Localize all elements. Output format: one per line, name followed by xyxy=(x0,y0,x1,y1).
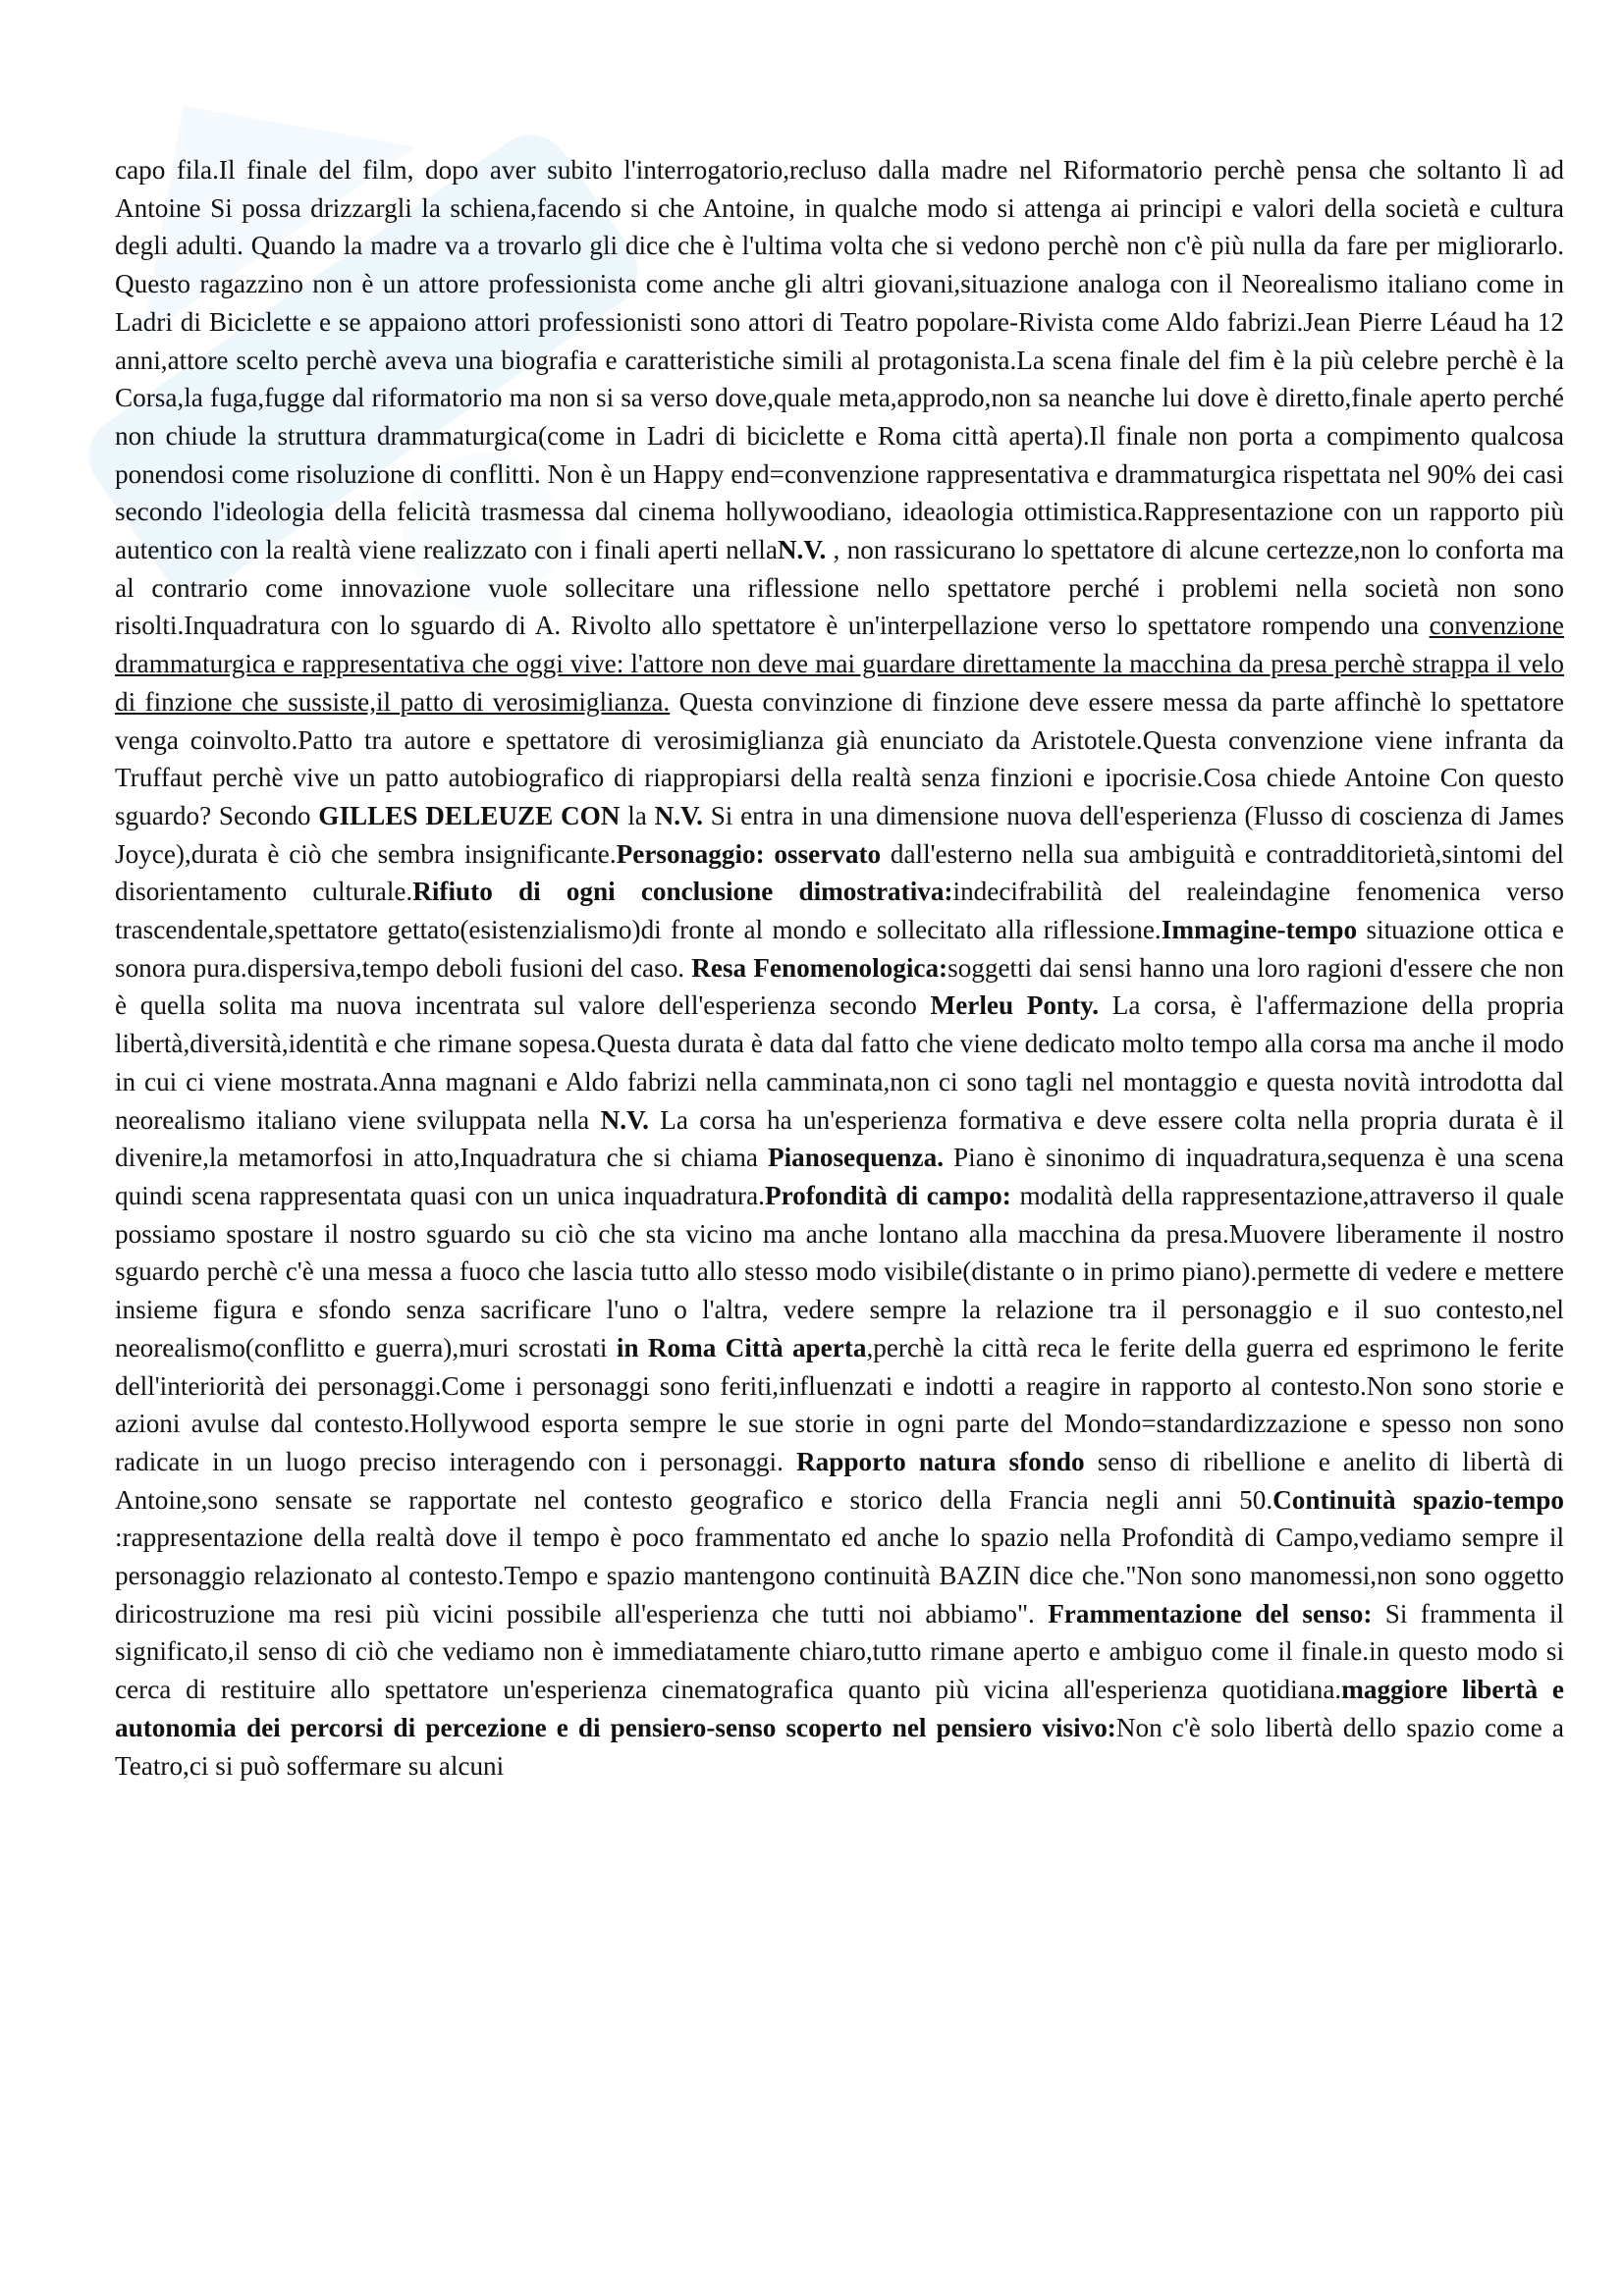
bold-text-segment: Frammentazione del senso: xyxy=(1048,1598,1373,1629)
bold-text-segment: Immagine-tempo xyxy=(1161,915,1358,945)
bold-text-segment: Pianosequenza. xyxy=(767,1143,944,1173)
text-segment: Si entra in una dimensione nuova dell'esperienza (Flusso di coscienza di James Joyce),durata è ciò che sembra insignificante. xyxy=(115,800,1565,869)
bold-text-segment: maggiore libertà e autonomia dei percorsi di percezione e di pensiero-senso scoperto nel pensiero visivo: xyxy=(115,1675,1564,1742)
text-segment: Piano è sinonimo di inquadratura,sequenza è una scena quindi scena rappresentata quasi con un unica inquadratura. xyxy=(115,1143,1564,1210)
bold-text-segment: N.V. xyxy=(600,1104,649,1135)
text-segment: modalità della rappresentazione,attraverso il quale possiamo spostare il nostro sguardo su ciò che sta vicino ma anche lontano alla macchina da presa.Muovere liberamente il nostro sguardo perchè c'è una messa a fuoco che lascia tutto allo stesso modo visibile(distante o in primo piano).permette di vedere e mettere insieme figura e sfondo senza sacrificare l'uno o l'altra, vedere sempre la relazione tra il personaggio e il suo contesto,nel neorealismo(conflitto e guerra),muri scrostati xyxy=(115,1180,1565,1362)
bold-text-segment: Profondità di campo: xyxy=(764,1180,1011,1210)
bold-text-segment: N.V. xyxy=(654,800,703,830)
text-segment: ,perchè la città reca le ferite della guerra ed esprimono le ferite dell'interiorità dei personaggi.Come i personaggi sono feriti,influenzati e indotti a reagire in rapporto al contesto.Non sono storie e azioni avulse dal contesto.Hollywood esporta sempre le sue storie in ogni parte del Mondo=standardizzazione e spesso non sono radicate in un luogo preciso interagendo con i personaggi. xyxy=(115,1332,1564,1476)
document-page xyxy=(115,151,1564,1785)
bold-text-segment: in Roma Città aperta xyxy=(616,1332,867,1362)
text-segment: Questa convinzione di finzione deve essere messa da parte affinchè lo spettatore venga coinvolto.Patto tra autore e spettatore di verosimiglianza già enunciato da Aristotele.Questa convenzione viene infranta da Truffaut perchè vive un patto autobiografico di riappropiarsi della realtà senza finzioni e ipocrisie.Cosa chiede Antoine Con questo sguardo? Secondo xyxy=(115,686,1565,830)
bold-text-segment: Resa Fenomenologica: xyxy=(691,952,948,983)
underlined-text-segment: convenzione drammaturgica e rappresentativa che oggi vive: l'attore non deve mai guardare direttamente la macchina da presa perchè strappa il velo di finzione che sussiste,il patto di verosimiglianza. xyxy=(115,611,1564,717)
text-segment: Non c'è solo libertà dello spazio come a Teatro,ci si può soffermare su alcuni xyxy=(115,1712,1564,1781)
text-segment xyxy=(553,801,561,830)
text-segment: senso di ribellione e anelito di libertà di Antoine,sono sensate se rapportate nel contesto geografico e storico della Francia negli anni 50. xyxy=(115,1446,1564,1515)
bold-text-segment: N.V. xyxy=(777,535,827,565)
text-segment: :rappresentazione della realtà dove il tempo è poco frammentato ed anche lo spazio nella Profondità di Campo,vediamo sempre il personaggio relazionato al contesto.Tempo e spazio mantengono continuità BAZIN dice che."Non sono manomessi,non sono oggetto diricostruzione ma resi più vicini possibile all'esperienza che tutti noi abbiamo". xyxy=(115,1522,1564,1629)
bold-text-segment: Rifiuto di ogni conclusione dimostrativa: xyxy=(412,877,953,907)
text-segment: la xyxy=(620,800,655,830)
text-segment: La corsa ha un'esperienza formativa e deve essere colta nella propria durata è il divenire,la metamorfosi in atto,Inquadratura che si chiama xyxy=(115,1104,1564,1173)
text-segment: dall'esterno nella sua ambiguità e contradditorietà,sintomi del disorientamento culturale. xyxy=(115,838,1564,907)
text-segment: indecifrabilità del realeindagine fenomenica verso trascendentale,spettatore gettato(esistenzialismo)di fronte al mondo e sollecitato alla riflessione. xyxy=(115,877,1564,945)
bold-text-segment: GILLES DELEUZE xyxy=(318,800,554,830)
body-paragraph xyxy=(115,151,1564,1785)
bold-text-segment: Personaggio: osservato xyxy=(616,838,882,869)
text-segment: capo fila.Il finale del film, dopo aver subito l'interrogatorio,recluso dalla madre nel Riformatorio perchè pensa che soltanto lì ad Antoine Si possa drizzargli la schiena,facendo si che Antoine, in qualche modo si attenga ai principi e valori della società e cultura degli adulti. Quando la madre va a trovarlo gli dice che è l'ultima volta che si vedono perchè non c'è più nulla da fare per migliorarlo. Questo ragazzino non è un attore professionista come anche gli altri giovani,situazione analoga con il Neorealismo italiano come in Ladri di Biciclette e se appaiono attori professionisti sono attori di Teatro popolare-Rivista come Aldo fabrizi.Jean Pierre Léaud ha 12 anni,attore scelto perchè aveva una biografia e caratteristiche simili al protagonista.La scena finale del fim è la più celebre perchè è la Corsa,la fuga,fugge dal riformatorio ma non si sa verso dove,quale meta,approdo,non sa neanche lui dove è diretto,finale aperto perché non chiude la struttura drammaturgica(come in Ladri di biciclette e Roma città aperta).Il finale non porta a compimento qualcosa ponendosi come risoluzione di conflitti. Non è un Happy end=convenzione rappresentativa e drammaturgica rispettata nel 90% dei casi secondo l'ideologia della felicità trasmessa dal cinema hollywoodiano, ideaologia ottimistica.Rappresentazione con un rapporto più autentico con la realtà viene realizzato con i finali aperti nella xyxy=(115,155,1564,565)
bold-text-segment: Continuità spazio-tempo xyxy=(1272,1484,1564,1515)
text-segment: Si frammenta il significato,il senso di ciò che vediamo non è immediatamente chiaro,tutto rimane aperto e ambiguo come il finale.in questo modo si cerca di restituire allo spettatore un'esperienza cinematografica quanto più vicina all'esperienza quotidiana. xyxy=(115,1598,1564,1705)
bold-text-segment: Merleu Ponty. xyxy=(930,990,1100,1021)
bold-text-segment: Rapporto natura sfondo xyxy=(795,1446,1085,1476)
bold-text-segment: CON xyxy=(561,800,621,830)
text-segment: La corsa, è l'affermazione della propria libertà,diversità,identità e che rimane sopesa.Questa durata è data dal fatto che viene dedicato molto tempo alla corsa ma anche il modo in cui ci viene mostrata.Anna magnani e Aldo fabrizi nella camminata,non ci sono tagli nel montaggio e questa novità introdotta dal neorealismo italiano viene sviluppata nella xyxy=(115,990,1564,1135)
text-segment: , non rassicurano lo spettatore di alcune certezze,non lo conforta ma al contrario come innovazione vuole sollecitare una riflessione nello spettatore perché i problemi nella società non sono risolti.Inquadratura con lo sguardo di A. Rivolto allo spettatore è un'interpellazione verso lo spettatore rompendo una xyxy=(115,535,1564,641)
text-segment: soggetti dai sensi hanno una loro ragioni d'essere che non è quella solita ma nuova incentrata sul valore dell'esperienza secondo xyxy=(115,952,1565,1021)
text-segment: situazione ottica e sonora pura.dispersiva,tempo deboli fusioni del caso. xyxy=(115,915,1564,983)
